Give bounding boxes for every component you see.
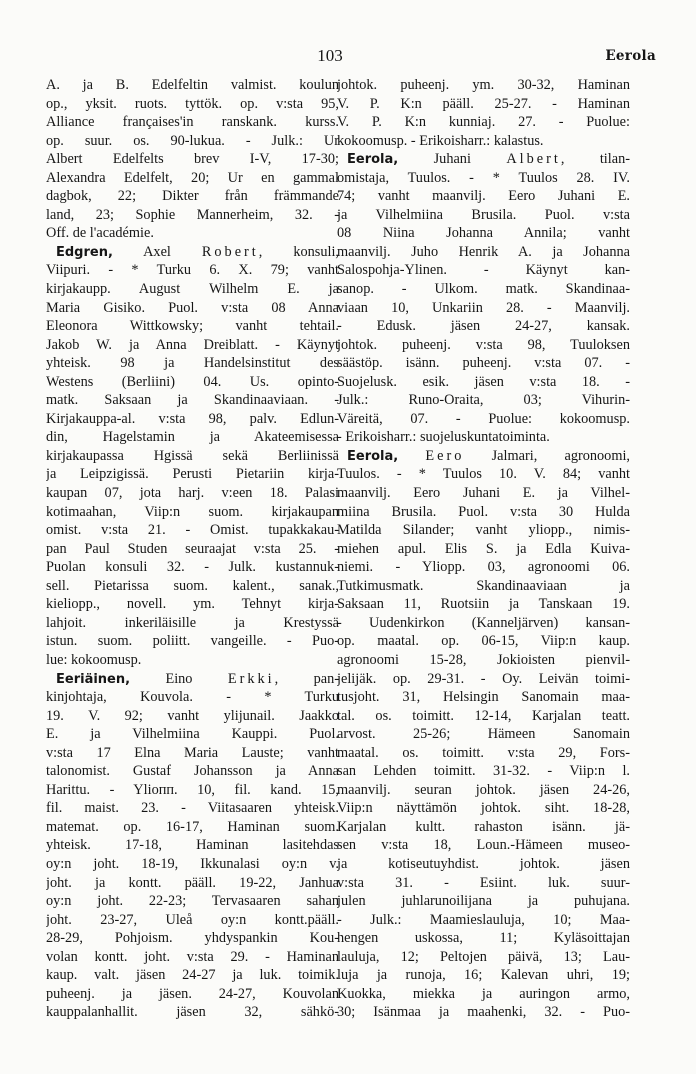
text-line: jelijäk. op. 29-31. - Oy. Leivän toimi- [337,670,630,687]
text-line: Tuulos. - * Tuulos 10. V. 84; vanht [337,466,630,483]
text-line: julen juhlarunoilijana ja puhujana. [337,893,630,910]
text-line: kaupan 07, jota harj. v:een 18. Palasi [46,485,339,502]
text-line: sen v:sta 18, Loun.-Hämeen museo- [337,837,630,854]
text-line: volan kontt. joht. v:sta 29. - Haminan [46,948,339,965]
text-line: kaup. valt. jäsen 24-27 ja luk. toimik. [46,967,339,984]
text-line: A. ja B. Edelfeltin valmist. koulun [46,77,339,93]
text-line: miehen apul. Elis S. ja Edla Kuiva- [337,540,630,557]
text-line: johtok. puheenj. ym. 30-32, Haminan [337,77,630,93]
text-line: Puolan konsuli 32. - Julk. kustannuk- [46,559,339,576]
text-line: 74; vanht maanvilj. Eero Juhani E. [337,188,630,205]
text-line: Jakob W. ja Anna Dreiblatt. - Käynyt [46,336,339,353]
page-header [0,44,696,66]
text-line: pan Paul Studen seuraajat v:sta 25. - [46,540,339,557]
text-line: land, 23; Sophie Mannerheim, 32. - [46,206,339,223]
text-line: kirjakaupassa Hgissä sekä Berliinissä [46,447,339,464]
text-line: - Julk.: Maamieslauluja, 10; Maa- [337,911,630,928]
entry-surname: Eerola, [347,448,399,464]
text-line: sell. Pietarissa suom. kalent., sanak., [46,577,339,594]
text-line: op., yksit. ruots. tyttök. op. v:sta 95, [46,95,339,112]
text-line: ja Vilhelmiina Brusila. Puol. v:sta [337,206,630,223]
text-line: viaan 10, Unkariin 28. - Maanvilj. [337,299,630,316]
text-line: hengen uskossa, 11; Kyläsoittajan [337,930,630,947]
right-column [337,76,630,1022]
text-line: Julk.: Runo-Oraita, 03; Vihurin- [337,392,630,409]
entry-surname: Eerola, [347,152,399,168]
page-number: 103 [317,46,343,65]
text-line: Salospohja-Ylinen. - Käynyt kan- [337,262,630,279]
text-line: joht. 23-27, Uleå oy:n kontt.pääll. [46,911,339,928]
text-line: kotimaahan, Viip:n suom. kirjakaupan [46,503,339,520]
entry-given-name: Erkki [227,670,275,687]
text-line: maanvilj. seuran johtok. jäsen 24-26, [337,781,630,798]
text-line: arvost. 25-26; Hämeen Sanomain [337,726,630,743]
text-line: Viip:n näyttämön johtok. siht. 18-28, [337,800,630,817]
text-line: maanvilj. Eero Juhani E. ja Vilhel- [337,485,630,502]
text-line: tusjoht. 31, Helsingin Sanomain maa- [337,689,630,706]
text-line: niemi. - Yliopp. 03, agronoomi 06. [337,559,630,576]
text-line: sanop. - Ulkom. matk. Skandinaa- [337,281,630,298]
text-line: Westens (Berliini) 04. Us. opinto- [46,373,339,390]
text-line: Alliance françaises'in ranskank. kurss. [46,114,339,131]
text-line: ja kotiseutuyhdist. johtok. jäsen [337,855,630,872]
entry-surname: Edgren, [56,244,113,260]
text-line: Väreitä, 07. - Puolue: kokoomusp. [337,410,630,427]
text-line: Saksaan 11, Ruotsiin ja Tanskaan 19. [337,596,630,613]
text-line: säästöp. isänn. puheenj. v:sta 07. - [337,355,630,372]
text-line: kieliopp., novell. ym. Tehnyt kirja- [46,596,339,613]
text-line: kirjakaupp. August Wilhelm E. ja [46,281,339,298]
text-line: Matilda Silander; vanht yliopp., nimis- [337,522,630,539]
text-line: omist. v:sta 21. - Omist. tupakkakau- [46,522,339,539]
entry-heading-line: Eerola, Eero Jalmari, agronoomi, [347,447,630,464]
text-line: agronoomi 15-28, Jokioisten pienvil- [337,651,630,668]
text-line: Alexandra Edelfelt, 20; Ur en gammal [46,169,339,186]
text-line: ja Leipzigissä. Perusti Pietariin kirja- [46,466,339,483]
text-line: miina Brusila. Puol. v:sta 30 Hulda [337,503,630,520]
text-line: op. maatal. op. 06-15, Viip:n kaup. [337,633,630,650]
text-line: luja ja runoja, 16; Kalevan uhri, 19; [337,967,630,984]
text-line: Karjalan kultt. rahaston isänn. jä- [337,818,630,835]
text-line: yhteisk. 17-18, Haminan lasitehdas [46,837,339,854]
text-line: istun. suom. poliitt. vangeille. - Puo- [46,633,339,650]
text-line: Harittu. - Ylioпп. 10, fil. kand. 15, [46,781,339,798]
text-line: maanvilj. Juho Henrik A. ja Johanna [337,243,630,260]
text-line: oy:n joht. 18-19, Ikkunalasi oy:n v. [46,855,339,872]
text-line: Kuokka, miekka ja auringon armo, [337,985,630,1002]
text-line: E. ja Vilhelmiina Kauppi. Puol. [46,726,339,743]
text-line: matemat. op. 16-17, Haminan suom. [46,818,339,835]
entry-heading-line: Eeriäinen, Eino Erkki, pan- [56,670,339,687]
text-line: Kirjakauppa-al. v:sta 98, palv. Edlun- [46,410,339,427]
text-line: omistaja, Tuulos. - * Tuulos 28. IV. [337,169,630,186]
text-line: - Erikoisharr.: suojeluskuntatoiminta. [337,429,550,446]
text-line: johtok. puheenj. v:sta 98, Tuuloksen [337,336,630,353]
text-line: 19. V. 92; vanht ylijunail. Jaakko [46,707,339,724]
text-line: v:sta 31. - Esiint. luk. suur- [337,874,630,891]
text-line: kokoomusp. - Erikoisharr.: kalastus. [337,132,544,149]
entry-heading-line: Edgren, Axel Robert, konsuli, [56,243,339,260]
text-line: maatal. os. toimitt. v:sta 29, Fors- [337,744,630,761]
text-line: 28-29, Pohjoism. yhdyspankin Kou- [46,930,339,947]
text-line: Eleonora Wittkowsky; vanht tehtail. [46,318,339,335]
text-line: tal. os. toimitt. 12-14, Karjalan teatt. [337,707,630,724]
text-line: lue: kokoomusp. [46,651,142,668]
text-line: dagbok, 22; Dikter från främmande [46,188,339,205]
text-line: oy:n joht. 22-23; Tervasaaren sahan [46,893,339,910]
entry-surname: Eeriäinen, [56,671,131,687]
text-line: - Uudenkirkon (Kanneljärven) kansan- [337,614,630,631]
text-line: - Edusk. jäsen 24-27, kansak. [337,318,630,335]
text-line: Albert Edelfelts brev I-V, 17-30; [46,151,339,168]
entry-given-name: Albert [506,151,561,168]
text-line: Off. de l'académie. [46,225,154,242]
text-line: kinjohtaja, Kouvola. - * Turku [46,689,339,706]
entry-given-name: Eero [425,447,465,464]
text-line: op. suur. os. 90-lukua. - Julk.: Ur [46,132,339,149]
text-line: 08 Niina Johanna Annila; vanht [337,225,630,242]
text-line: joht. ja kontt. pääll. 19-22, Janhua [46,874,339,891]
text-line: matk. Saksaan ja Skandinaaviaan. - [46,392,339,409]
entry-given-name: Robert [201,243,259,260]
text-line: din, Hagelstamin ja Akateemisessa [46,429,339,446]
text-line: lauluja, 12; Peltojen päivä, 13; Lau- [337,948,630,965]
text-line: san Lehden toimitt. 31-32. - Viip:n l. [337,763,630,780]
text-line: Viipuri. - * Turku 6. X. 79; vanht [46,262,339,279]
text-line: lahjoit. inkeriläisille ja Krestyssä [46,614,339,631]
text-line: Tutkimusmatk. Skandinaaviaan ja [337,577,630,594]
text-line: kauppalanhallit. jäsen 32, sähkö- [46,1004,339,1021]
text-line: V. P. K:n kunniaj. 27. - Puolue: [337,114,630,131]
text-line: v:sta 17 Elna Maria Lauste; vanht [46,744,339,761]
running-head: Eerola [605,48,656,64]
text-line: V. P. K:n pääll. 25-27. - Haminan [337,95,630,112]
left-column [46,76,339,1022]
text-line: Suojelusk. esik. jäsen v:sta 18. - [337,373,630,390]
entry-heading-line: Eerola, Juhani Albert, tilan- [347,151,630,168]
text-line: Maria Gisiko. Puol. v:sta 08 Anna [46,299,339,316]
text-line: fil. maist. 23. - Viitasaaren yhteisk. [46,800,339,817]
text-line: puheenj. ja jäsen. 24-27, Kouvolan [46,985,339,1002]
text-line: 30; Isänmaa ja maahenki, 32. - Puo- [337,1004,630,1021]
text-line: talonomist. Gustaf Johansson ja Anna [46,763,339,780]
text-line: yhteisk. 98 ja Handelsinstitut des [46,355,339,372]
